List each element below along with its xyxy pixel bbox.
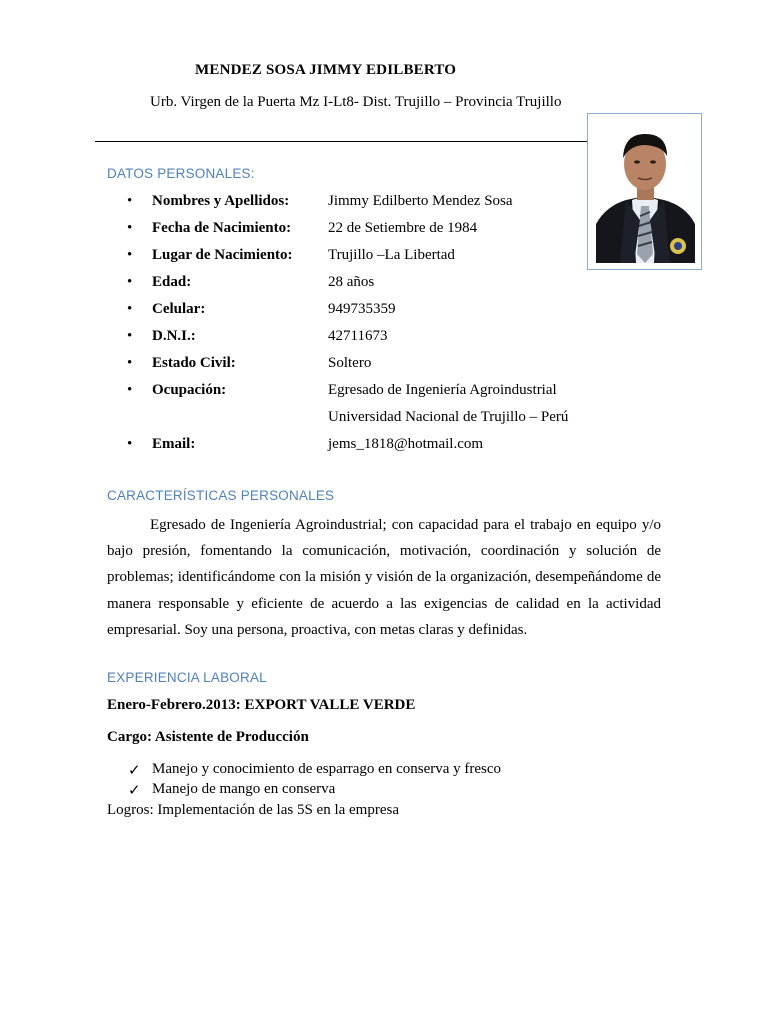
bullet: •	[127, 193, 133, 209]
cv-name: MENDEZ SOSA JIMMY EDILBERTO	[195, 62, 457, 78]
field-value: 28 años	[328, 274, 375, 290]
bullet: •	[127, 301, 133, 317]
bullet: •	[127, 247, 133, 263]
field-value: 22 de Setiembre de 1984	[328, 220, 478, 236]
field-label: Email:	[152, 436, 196, 452]
achievements: Logros: Implementación de las 5S en la empresa	[107, 802, 399, 818]
job-position: Cargo: Asistente de Producción	[107, 729, 309, 745]
check-icon: ✓	[128, 763, 141, 779]
field-label: Fecha de Nacimiento:	[152, 220, 292, 236]
bullet: •	[127, 382, 133, 398]
header-divider	[95, 141, 590, 142]
bullet: •	[127, 355, 133, 371]
check-icon: ✓	[128, 783, 141, 799]
field-label: Ocupación:	[152, 382, 227, 398]
field-value: Trujillo –La Libertad	[328, 247, 455, 263]
field-label: D.N.I.:	[152, 328, 196, 344]
cv-address: Urb. Virgen de la Puerta Mz I-Lt8- Dist. Trujillo – Provincia Trujillo	[150, 94, 562, 110]
email-value: jems_1818@hotmail.com	[328, 436, 484, 452]
bullet: •	[127, 220, 133, 236]
task-text: Manejo de mango en conserva	[152, 781, 336, 797]
field-label: Celular:	[152, 301, 206, 317]
characteristics-heading: CARACTERÍSTICAS PERSONALES	[107, 488, 335, 503]
personal-data-heading: DATOS PERSONALES:	[107, 166, 255, 181]
experience-heading: EXPERIENCIA LABORAL	[107, 670, 267, 685]
bullet: •	[127, 328, 133, 344]
field-label: Edad:	[152, 274, 192, 290]
field-value: Egresado de Ingeniería Agroindustrial	[328, 382, 557, 398]
field-label: Estado Civil:	[152, 355, 236, 371]
job-title: Enero-Febrero.2013: EXPORT VALLE VERDE	[107, 697, 416, 713]
field-label: Lugar de Nacimiento:	[152, 247, 293, 263]
bullet: •	[127, 436, 133, 452]
field-value: Universidad Nacional de Trujillo – Perú	[328, 409, 569, 425]
field-value: 42711673	[328, 328, 388, 344]
task-text: Manejo y conocimiento de esparrago en conserva y fresco	[152, 761, 502, 777]
field-value: 949735359	[328, 301, 396, 317]
profile-photo-frame	[587, 113, 702, 270]
field-label: Nombres y Apellidos:	[152, 193, 290, 209]
profile-photo-icon	[596, 124, 695, 263]
characteristics-paragraph: Egresado de Ingeniería Agroindustrial; con capacidad para el trabajo en equipo y/o bajo presión, fomentando la comunicación, motivación, coordinación y solución de problemas; identificándome con la misión y visión de la organización, desempeñándome de manera responsable y eficiente de acuerdo a las exigencias de calidad en la actividad empresarial. Soy una persona, proactiva, con metas claras y definidas.	[107, 517, 661, 638]
bullet: •	[127, 274, 133, 290]
field-value: Soltero	[328, 355, 372, 371]
field-value: Jimmy Edilberto Mendez Sosa	[328, 193, 513, 209]
